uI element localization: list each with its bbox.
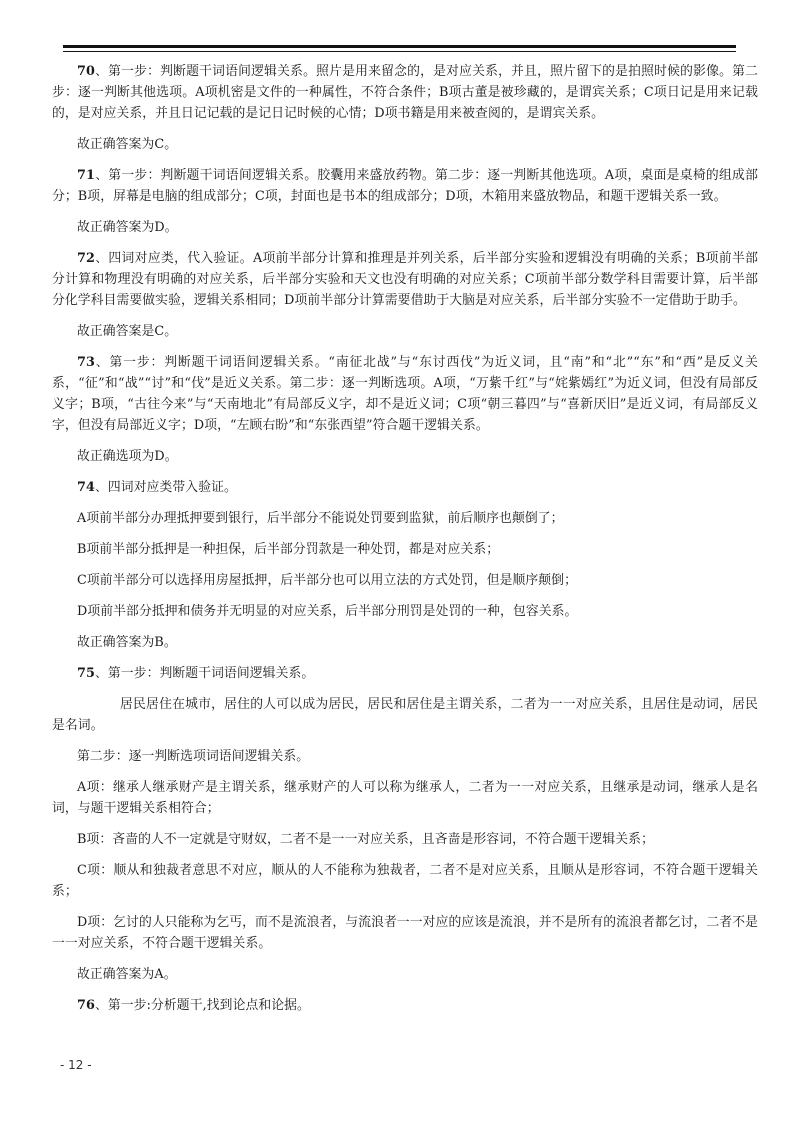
question-number: 73: [77, 355, 96, 370]
paragraph-text: D项：乞讨的人只能称为乞丐，而不是流浪者，与流浪者一一对应的应该是流浪，并不是所有的流浪者都乞讨，二者不是一一对应关系，不符合题干逻辑关系。: [52, 915, 758, 951]
explanation-paragraph: [52, 829, 758, 850]
explanation-paragraph: [52, 964, 758, 985]
paragraph-text: B项前半部分抵押是一种担保，后半部分罚款是一种处罚，都是对应关系；: [77, 542, 500, 557]
paragraph-text: C项：顺从和独裁者意思不对应，顺从的人不能称为独裁者，二者不是对应关系，且顺从是形容词，不符合题干逻辑关系；: [52, 863, 758, 899]
explanation-paragraph: [52, 321, 758, 342]
question-71-explanation: [52, 165, 758, 207]
explanation-paragraph: [52, 746, 758, 767]
explanation-paragraph: [52, 694, 758, 736]
question-number: 76: [77, 998, 96, 1013]
header-rule-thick: [63, 45, 736, 48]
paragraph-text: 居民居住在城市，居住的人可以成为居民，居民和居住是主谓关系，二者为一一对应关系，且居住是动词，居民是名词。: [52, 697, 758, 733]
paragraph-text: 、四词对应类，代入验证。A项前半部分计算和推理是并列关系，后半部分实验和逻辑没有明确的关系；B项前半部分计算和物理没有明确的对应关系，后半部分实验和天文也没有明确的对应关系；C项前半部分数学科目需要计算，后半部分化学科目需要做实验，逻辑关系相同；D项前半部分计算需要借助于大脑是对应关系，后半部分实验不一定借助于助手。: [52, 251, 758, 308]
paragraph-text: 故正确选项为D。: [77, 449, 178, 464]
paragraph-text: B项：吝啬的人不一定就是守财奴，二者不是一一对应关系，且吝啬是形容词，不符合题干逻辑关系；: [77, 832, 654, 847]
paragraph-text: 故正确答案为C。: [77, 137, 178, 152]
document-body: [52, 61, 758, 1026]
question-70-explanation: [52, 61, 758, 124]
question-74-explanation: [52, 477, 758, 498]
paragraph-text: D项前半部分抵押和债务并无明显的对应关系，后半部分刑罚是处罚的一种，包容关系。: [77, 604, 578, 619]
paragraph-text: 、第一步:分析题干,找到论点和论据。: [95, 998, 310, 1013]
paragraph-text: 故正确答案为A。: [77, 967, 177, 982]
paragraph-text: 、第一步：判断题干词语间逻辑关系。“南征北战”与“东讨西伐”为近义词，且“南”和“北”“东”和“西”是反义关系，“征”和“战”“讨”和“伐”是近义关系。第二步：逐一判断选项。A项，“万紫千红”与“姹紫嫣红”为近义词，但没有局部反义字；B项，“古往今来”与“天南地北”有局部反义字，却不是近义词；C项“朝三暮四”与“喜新厌旧”是近义词，有局部反义字，但没有局部近义字；D项，“左顾右盼”和“东张西望”符合题干逻辑关系。: [52, 355, 758, 433]
paragraph-text: 故正确答案为B。: [77, 635, 177, 650]
paragraph-text: 故正确答案是C。: [77, 324, 178, 339]
explanation-paragraph: [52, 539, 758, 560]
explanation-paragraph: [52, 134, 758, 155]
explanation-paragraph: [52, 912, 758, 954]
paragraph-text: 故正确答案为D。: [77, 220, 178, 235]
question-number: 71: [77, 168, 96, 183]
explanation-paragraph: [52, 632, 758, 653]
paragraph-text: C项前半部分可以选择用房屋抵押，后半部分也可以用立法的方式处罚，但是顺序颠倒；: [77, 573, 577, 588]
paragraph-text: 、第一步：判断题干词语间逻辑关系。: [95, 666, 315, 681]
explanation-paragraph: [52, 217, 758, 238]
page-number: - 12 -: [60, 1058, 92, 1072]
question-73-explanation: [52, 352, 758, 436]
paragraph-text: 第二步：逐一判断选项词语间逻辑关系。: [77, 749, 310, 764]
question-76-explanation: [52, 995, 758, 1016]
question-number: 74: [77, 480, 96, 495]
paragraph-text: A项前半部分办理抵押要到银行，后半部分不能说处罚要到监狱，前后顺序也颠倒了；: [77, 511, 564, 526]
question-number: 72: [77, 251, 96, 266]
header-rule-thin: [63, 51, 736, 52]
explanation-paragraph: [52, 777, 758, 819]
paragraph-text: 、第一步：判断题干词语间逻辑关系。胶囊用来盛放药物。第二步：逐一判断其他选项。A项，桌面是桌椅的组成部分；B项，屏幕是电脑的组成部分；C项，封面也是书本的组成部分；D项，木箱用来盛放物品，和题干逻辑关系一致。: [52, 168, 758, 204]
paragraph-text: A项：继承人继承财产是主谓关系，继承财产的人可以称为继承人，二者为一一对应关系，且继承是动词，继承人是名词，与题干逻辑关系相符合；: [52, 780, 758, 816]
explanation-paragraph: [52, 601, 758, 622]
paragraph-text: 、第一步：判断题干词语间逻辑关系。照片是用来留念的，是对应关系，并且，照片留下的是拍照时候的影像。第二步：逐一判断其他选项。A项机密是文件的一种属性，不符合条件；B项古董是被珍藏的，是谓宾关系；C项日记是用来记载的，是对应关系，并且日记记载的是记日记时候的心情；D项书籍是用来被查阅的，是谓宾关系。: [52, 64, 758, 121]
explanation-paragraph: [52, 570, 758, 591]
question-72-explanation: [52, 248, 758, 311]
question-number: 70: [77, 64, 96, 79]
question-number: 75: [77, 666, 96, 681]
question-75-explanation: [52, 663, 758, 684]
explanation-paragraph: [52, 446, 758, 467]
explanation-paragraph: [52, 508, 758, 529]
explanation-paragraph: [52, 860, 758, 902]
paragraph-text: 、四词对应类带入验证。: [95, 480, 237, 495]
